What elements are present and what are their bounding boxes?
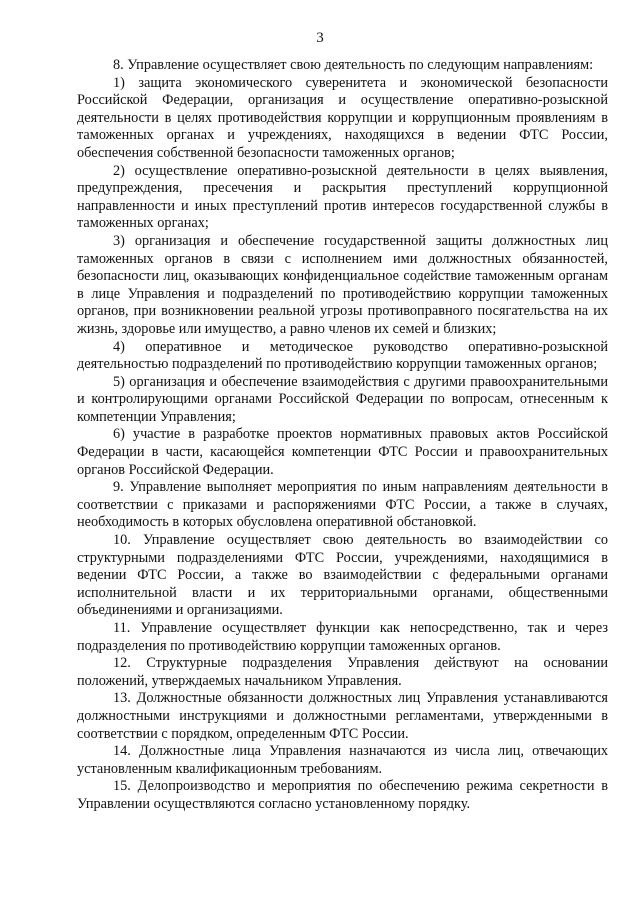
paragraph-item-8: 8. Управление осуществляет свою деятельность по следующим направлениям: [113, 57, 594, 73]
paragraph-item-10: 10. Управление осуществляет свою деятельность во взаимодействии со структурными подразделениями ФТС России, учреждениями, находящимися в ведении ФТС России, а также во взаимодействии с федеральными органами исполнительной власти и их территориальными органами, общественными объединениями и организациями. [77, 532, 608, 619]
paragraph-subitem-2: 2) осуществление оперативно-розыскной деятельности в целях выявления, предупреждения, пресечения и раскрытия преступлений коррупционной направленности и иных преступлений против интересов государственной службы в таможенных органах; [77, 162, 608, 232]
page-number: 3 [316, 30, 324, 46]
document-body [77, 57, 608, 814]
paragraph-subitem-6: 6) участие в разработке проектов нормативных правовых актов Российской Федерации в части, касающейся компетенции ФТС России и правоохранительных органов Российской Федерации. [77, 426, 608, 478]
paragraph-subitem-3: 3) организация и обеспечение государственной защиты должностных лиц таможенных органов в связи с исполнением ими должностных обязанностей, безопасности лиц, оказывающих конфиденциальное содействие таможенным органам в лице Управления и подразделений по противодействию коррупции таможенных органов, при возникновении реальной угрозы противоправного посягательства на их жизнь, здоровье или имущество, а равно членов их семей и близких; [77, 232, 608, 337]
paragraph-item-14: 14. Должностные лица Управления назначаются из числа лиц, отвечающих установленным квалификационным требованиям. [77, 743, 608, 777]
paragraph-item-9: 9. Управление выполняет мероприятия по иным направлениям деятельности в соответствии с приказами и распоряжениями ФТС России, а также в случаях, необходимость в которых обусловлена оперативной обстановкой. [77, 479, 608, 531]
paragraph-subitem-1: 1) защита экономического суверенитета и экономической безопасности Российской Федерации, организация и осуществление оперативно-розыскной деятельности в целях противодействия коррупции и коррупционным проявлениям в таможенных органах и учреждениях, находящихся в ведении ФТС России, обеспечения собственной безопасности таможенных органов; [77, 74, 608, 161]
paragraph-item-13: 13. Должностные обязанности должностных лиц Управления устанавливаются должностными инструкциями и должностными регламентами, утвержденными в соответствии с порядком, определенным ФТС России. [77, 690, 608, 742]
paragraph-subitem-5: 5) организация и обеспечение взаимодействия с другими правоохранительными и контролирующими органами Российской Федерации по вопросам, отнесенным к компетенции Управления; [77, 373, 608, 425]
paragraph-subitem-4: 4) оперативное и методическое руководство оперативно-розыскной деятельностью подразделений по противодействию коррупции таможенных органов; [77, 338, 608, 373]
paragraph-item-15: 15. Делопроизводство и мероприятия по обеспечению режима секретности в Управлении осуществляются согласно установленному порядку. [77, 778, 608, 812]
paragraph-item-12: 12. Структурные подразделения Управления действуют на основании положений, утверждаемых начальником Управления. [77, 655, 608, 689]
paragraph-item-11: 11. Управление осуществляет функции как непосредственно, так и через подразделения по противодействию коррупции таможенных органов. [77, 620, 608, 654]
